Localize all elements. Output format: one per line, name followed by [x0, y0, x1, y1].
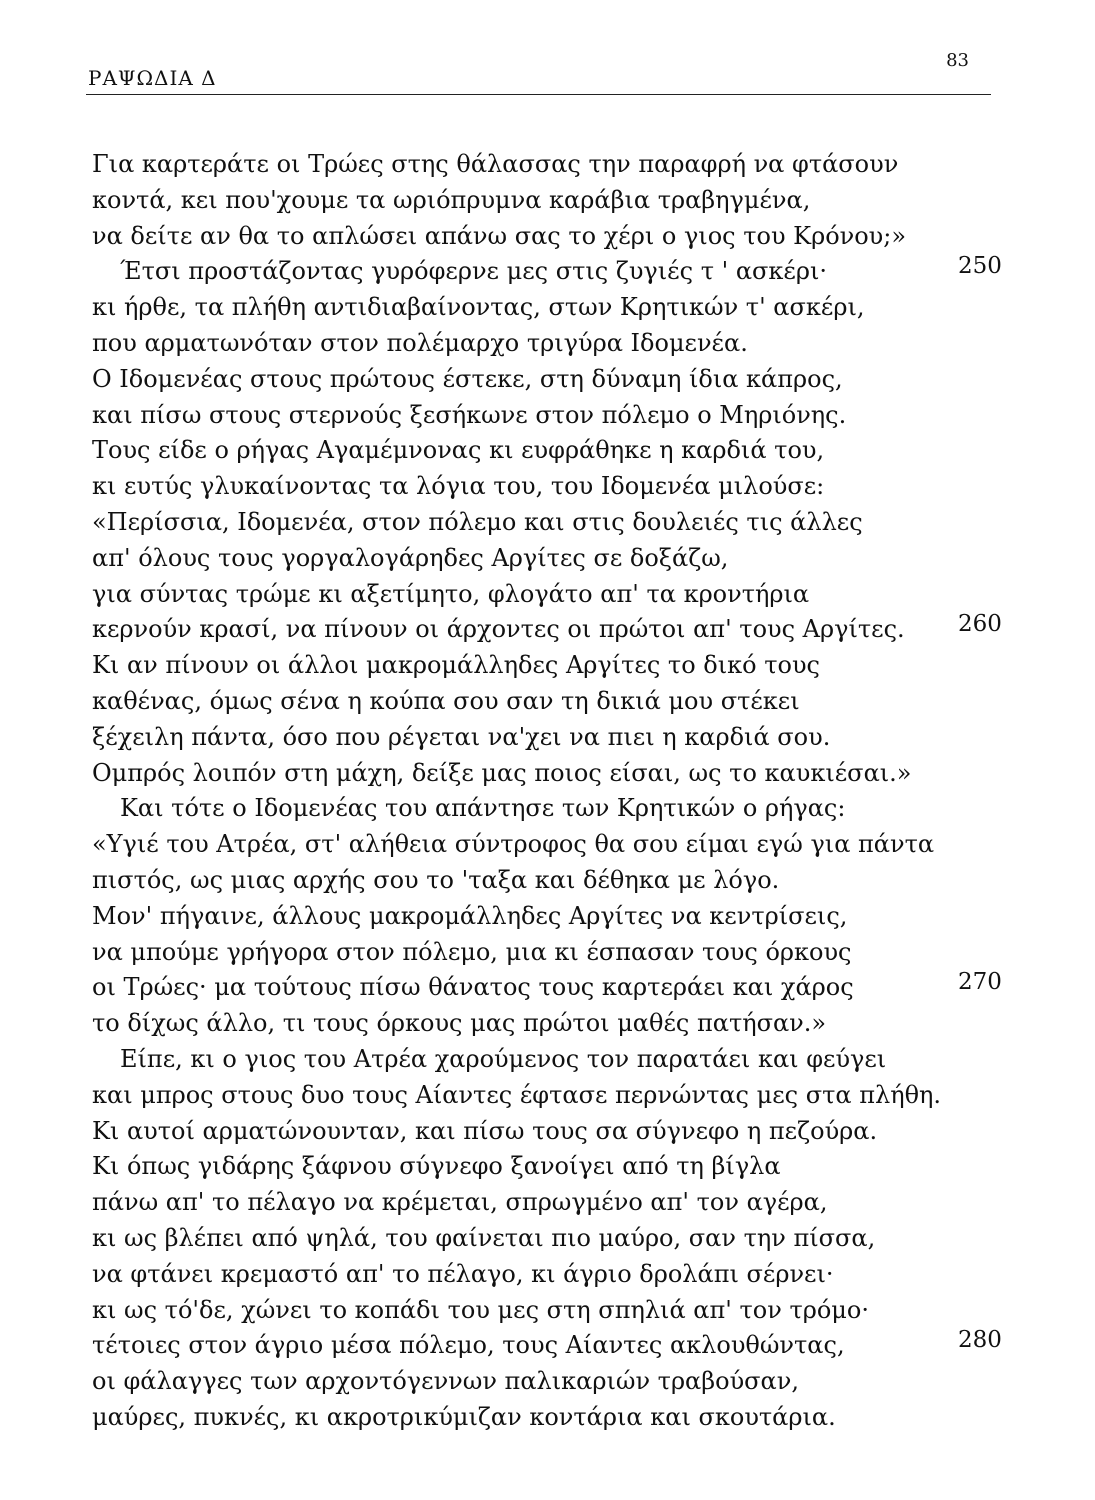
verse-line: πιστός, ως μιας αρχής σου το 'ταξα και δέθηκα με λόγο. [92, 866, 780, 894]
line-number: 270 [958, 969, 1002, 996]
verse-line: ξέχειλη πάντα, όσο που ρέγεται να'χει να πιει η καρδιά σου. [92, 722, 831, 751]
verse-line: να δείτε αν θα το απλώσει απάνω σας το χέρι ο γιος του Κρόνου;» [92, 221, 907, 250]
verse-line: κι ως τό'δε, χώνει το κοπάδι του μες στη σπηλιά απ' τον τρόμο· [92, 1295, 869, 1324]
page-number: 83 [946, 50, 969, 71]
verse-line: Για καρτεράτε οι Τρώες στης θάλασσας την παραφρή να φτάσουν [92, 150, 899, 178]
verse-line: κι ευτύς γλυκαίνοντας τα λόγια του, του Ιδομενέα μιλούσε: [92, 472, 825, 501]
verse-line: καθένας, όμως σένα η κούπα σου σαν τη δικιά μου στέκει [92, 687, 800, 715]
verse-line: το δίχως άλλο, τι τους όρκους μας πρώτοι μαθές πατήσαν.» [92, 1009, 827, 1038]
line-number: 280 [958, 1327, 1002, 1354]
line-number: 250 [958, 253, 1002, 280]
verse-line: Τους είδε ο ρήγας Αγαμέμνονας κι ευφράθηκε η καρδιά του, [92, 436, 825, 465]
verse-line: απ' όλους τους γοργαλογάρηδες Αργίτες σε δοξάζω, [92, 543, 729, 572]
verse-line: «Υγιέ του Ατρέα, στ' αλήθεια σύντροφος θα σου είμαι εγώ για πάντα [92, 830, 935, 859]
verse-line: κοντά, κει που'χουμε τα ωριόπρυμνα καράβια τραβηγμένα, [92, 185, 811, 214]
verse-line: «Περίσσια, Ιδομενέα, στον πόλεμο και στις δουλειές τις άλλες [92, 508, 863, 536]
verse-line: τέτοιες στον άγριο μέσα πόλεμο, τους Αίαντες ακλουθώντας, [92, 1331, 845, 1360]
verse-line: Και τότε ο Ιδομενέας του απάντησε των Κρητικών ο ρήγας: [120, 794, 846, 823]
verse-line: να μπούμε γρήγορα στον πόλεμο, μια κι έσπασαν τους όρκους [92, 937, 852, 966]
verse-line: που αρματωνόταν στον πολέμαρχο τριγύρα Ιδομενέα. [92, 329, 748, 357]
verse-line: οι Τρώες· μα τούτους πίσω θάνατος τους καρτεράει και χάρος [92, 973, 854, 1002]
verse-line: Μον' πήγαινε, άλλους μακρομάλληδες Αργίτες να κεντρίσεις, [92, 901, 848, 930]
running-head: ΡΑΨΩΔΙΑ Δ [88, 66, 217, 90]
verse-line: να φτάνει κρεμαστό απ' το πέλαγο, κι άγριο δρολάπι σέρνει· [92, 1259, 834, 1288]
verse-line: κερνούν κρασί, να πίνουν οι άρχοντες οι πρώτοι απ' τους Αργίτες. [92, 615, 905, 644]
verse-line: Κι αυτοί αρματώνουνταν, και πίσω τους σα σύγνεφο η πεζούρα. [92, 1116, 878, 1145]
verse-line: Ο Ιδομενέας στους πρώτους έστεκε, στη δύναμη ίδια κάπρος, [92, 364, 843, 393]
verse-line: Κι αν πίνουν οι άλλοι μακρομάλληδες Αργίτες το δικό τους [92, 651, 820, 680]
verse-line: για σύντας τρώμε κι αξετίμητο, φλογάτο απ' τα κροντήρια [92, 579, 810, 608]
verse-line: μαύρες, πυκνές, κι ακροτρικύμιζαν κοντάρια και σκουτάρια. [92, 1403, 836, 1431]
verse-line: πάνω απ' το πέλαγο να κρέμεται, σπρωγμένο απ' τον αγέρα, [92, 1188, 828, 1217]
line-number: 260 [958, 611, 1002, 638]
verse-line: οι φάλαγγες των αρχοντόγεννων παλικαριών τραβούσαν, [92, 1367, 799, 1396]
verse-line: κι ως βλέπει από ψηλά, του φαίνεται πιο μαύρο, σαν την πίσσα, [92, 1224, 876, 1252]
verse-line: και πίσω στους στερνούς ξεσήκωνε στον πόλεμο ο Μηριόνης. [92, 400, 847, 429]
verse-line: Έτσι προστάζοντας γυρόφερνε μες στις ζυγιές τ ' ασκέρι· [120, 257, 827, 286]
verse-line: κι ήρθε, τα πλήθη αντιδιαβαίνοντας, στων Κρητικών τ' ασκέρι, [92, 293, 865, 322]
verse-line: και μπρος στους δυο τους Αίαντες έφτασε περνώντας μες στα πλήθη. [92, 1080, 942, 1109]
verse-line: Είπε, κι ο γιος του Ατρέα χαρούμενος τον παρατάει και φεύγει [120, 1045, 887, 1073]
verse-line: Ομπρός λοιπόν στη μάχη, δείξε μας ποιος είσαι, ως το καυκιέσαι.» [92, 758, 912, 787]
verse-line: Κι όπως γιδάρης ξάφνου σύγνεφο ξανοίγει από τη βίγλα [92, 1152, 781, 1181]
